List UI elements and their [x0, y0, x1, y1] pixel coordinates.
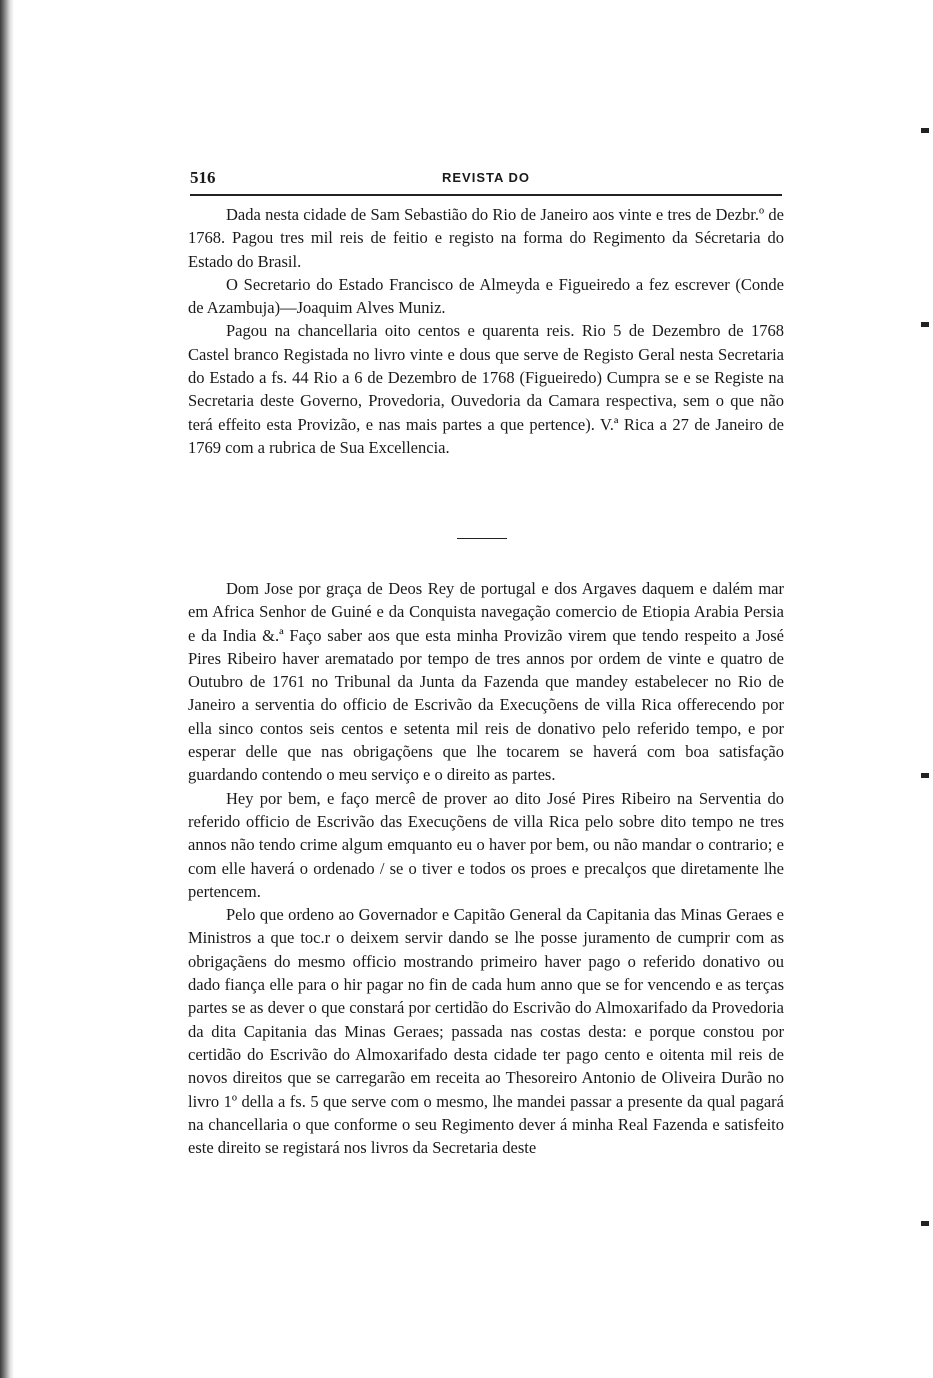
scan-edge-mark — [921, 128, 929, 133]
paragraph: Hey por bem, e faço mercê de prover ao dito José Pires Ribeiro na Serventia do referido officio de Escrivão das Execuçõens de villa Rica pelo sobre dito tempo ne tres annos não tendo crime algum emquanto eu o haver por bem, ou não mandar o contrario; e com elle haverá o ordenado / se o tiver e todos os proes e precalços que diretamente lhe pertencem. — [188, 788, 784, 901]
scan-edge-shadow — [0, 0, 14, 1378]
paragraph: O Secretario do Estado Francisco de Almeyda e Figueiredo a fez escrever (Conde de Azambuja)—Joaquim Alves Muniz. — [188, 274, 784, 318]
running-title: REVISTA DO — [441, 170, 530, 185]
page-number: 516 — [190, 168, 216, 187]
paragraph: Dada nesta cidade de Sam Sebastião do Rio de Janeiro aos vinte e tres de Dezbr.º de 1768. Pagou tres mil reis de feitio e registo na forma do Regimento da Sécretaria do Estado do Brasil. — [188, 205, 784, 271]
section-royal-provision — [188, 577, 784, 1159]
scan-edge-mark — [921, 1221, 929, 1226]
scan-edge-mark — [921, 773, 929, 778]
section-closing-provision — [188, 203, 784, 459]
paragraph: Pelo que ordeno ao Governador e Capitão General da Capitania das Minas Geraes e Ministros a que toc.r o deixem servir dando se lhe posse juramento de cumprir com as obrigaçãens do mesmo officio mostrando primeiro haver pago o referido donativo ou dado fiança elle para o hir pagar no fin de cada hum anno que se for vencendo e as terças partes se as dever o que constará por certidão do Escrivão do Almoxarifado da Provedoria da dita Capitania das Minas Geraes; passada nas costas desta: e porque constou por certidão do Escrivão do Almoxarifado desta cidade ter pago cento e oitenta mil reis de novos direitos que se carregarão em receita ao Thesoreiro Antonio de Oliveira Durão no livro 1º della a fs. 5 que serve com o mesmo, lhe mandei passar a presente da qual pagará na chancellaria o que conforme o seu Regimento dever á minha Real Fazenda e satisfeito este direito se registará nos livros da Secretaria deste — [188, 905, 784, 1158]
page-header — [190, 168, 782, 190]
scan-edge-mark — [921, 322, 929, 327]
paragraph: Dom Jose por graça de Deos Rey de portugal e dos Argaves daquem e dalém mar em Africa Senhor de Guiné e da Conquista navegação comercio de Etiopia Arabia Persia e da India &.ª Faço saber aos que esta minha Provizão virem que tendo respeito a José Pires Ribeiro haver arematado por tempo de tres annos por ordem de vinte e quatro de Outubro de 1761 no Tribunal da Junta da Fazenda que mandey estabelecer no Rio de Janeiro a serventia do officio de Escrivão da Execuçõens de villa Rica offerecendo por ella sinco contos seis centos e setenta mil reis de donativo pelo referido tempo, e por esperar delle que nas obrigaçõens que lhe tocarem se haverá com boa satisfação guardando contendo o meu serviço e o direito as partes. — [188, 579, 784, 785]
header-rule — [190, 194, 782, 196]
section-separator — [457, 538, 507, 539]
paragraph: Pagou na chancellaria oito centos e quarenta reis. Rio 5 de Dezembro de 1768 Castel branco Registada no livro vinte e dous que serve de Registo Geral nesta Secretaria do Estado a fs. 44 Rio a 6 de Dezembro de 1768 (Figueiredo) Cumpra se e se Registe na Secretaria deste Governo, Provedoria, Ouvedoria da Camara respectiva, sem o que não terá effeito esta Provizão, e nas mais partes a que pertence). V.ª Rica a 27 de Janeiro de 1769 com a rubrica de Sua Excellencia. — [188, 321, 784, 457]
